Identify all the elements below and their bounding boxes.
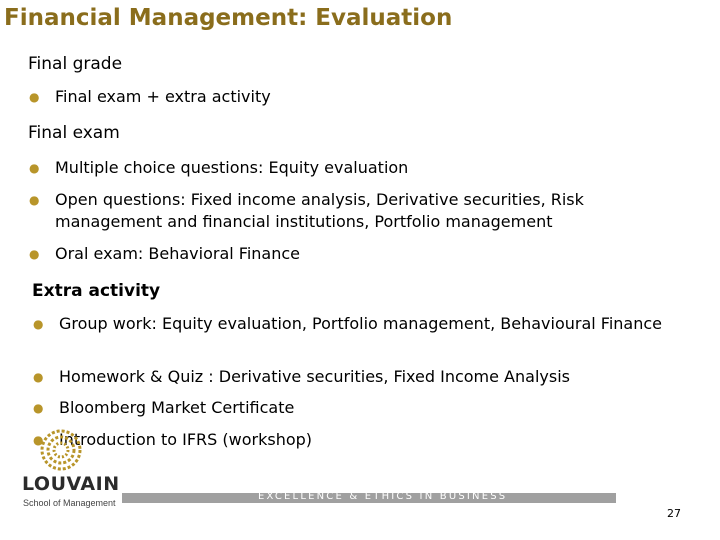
list-item: ● Homework & Quiz : Derivative securities, Fixed Income Analysis [33,367,570,386]
list-item: ● Multiple choice questions: Equity evaluation [29,158,409,177]
bullet-icon: ● [33,401,44,415]
bullet-icon: ● [33,317,44,331]
section-final-exam-heading: Final exam [28,123,120,143]
list-item: ● Final exam + extra activity [29,87,271,106]
bullet-icon: ● [33,370,44,384]
bullet-icon: ● [29,247,40,261]
louvain-emblem-icon [38,428,84,472]
page-title: Financial Management: Evaluation [4,5,453,31]
bullet-icon: ● [29,193,40,207]
logo-name: LOUVAIN [22,473,120,495]
bullet-icon: ● [33,433,44,447]
list-item: ● Oral exam: Behavioral Finance [29,244,300,263]
list-item: ● Bloomberg Market Certificate [33,398,295,417]
list-item: ● Group work: Equity evaluation, Portfolio management, Behavioural Finance [33,314,662,333]
list-item: ● Open questions: Fixed income analysis, Derivative securities, Risk management and financial institutions, Portfolio management [29,190,584,231]
list-item: ● Introduction to IFRS (workshop) [33,430,313,449]
bullet-icon: ● [29,161,40,175]
logo-subtitle: School of Management [23,498,116,508]
bullet-icon: ● [29,90,40,104]
page-number: 27 [667,507,681,520]
section-final-grade-heading: Final grade [28,54,123,74]
section-extra-activity-heading: Extra activity [32,281,161,301]
footer-tagline: EXCELLENCE & ETHICS IN BUSINESS [258,491,508,502]
